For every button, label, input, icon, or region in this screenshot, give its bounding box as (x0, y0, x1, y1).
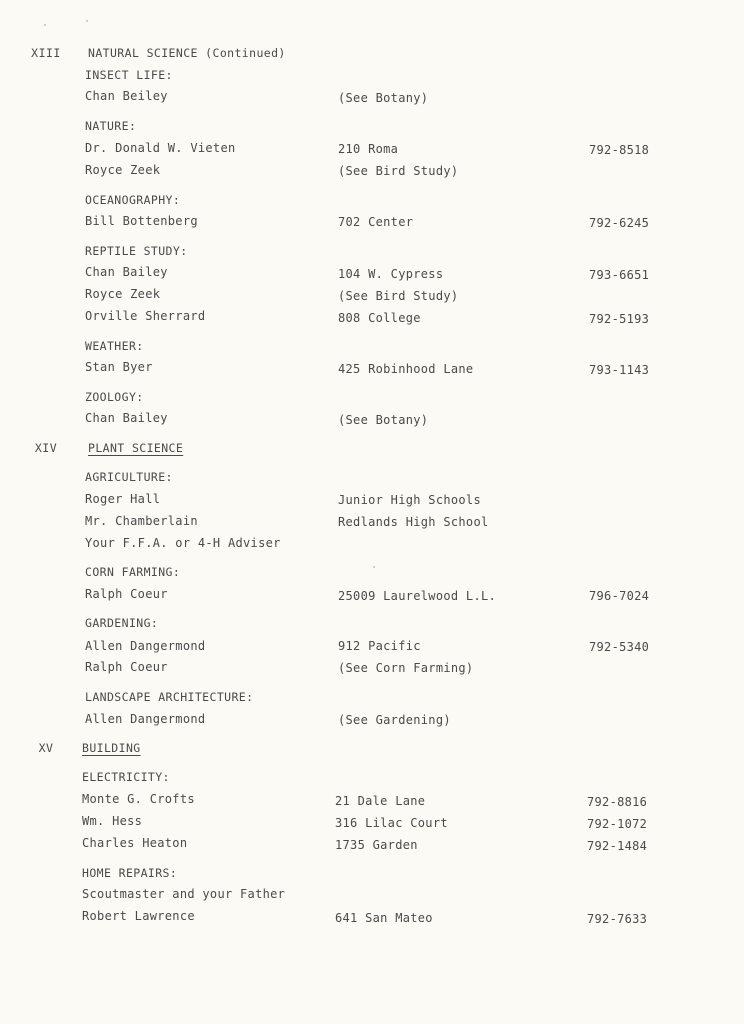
entry-address: 808 College (338, 311, 421, 325)
entry-address: 25009 Laurelwood L.L. (338, 589, 497, 603)
section-title: BUILDING (82, 741, 141, 755)
entry-name: Allen Dangermond (85, 712, 206, 726)
entry-address: (See Bird Study) (338, 164, 459, 178)
entry-address: 21 Dale Lane (335, 794, 426, 808)
entry-phone: 792-5340 (589, 640, 650, 654)
entry-address: (See Botany) (338, 91, 429, 105)
entry-name: Charles Heaton (82, 836, 188, 850)
entry-address: 912 Pacific (338, 639, 421, 653)
entry-address: Redlands High School (338, 515, 489, 529)
entry-name: Ralph Coeur (85, 587, 168, 601)
topic-heading: REPTILE STUDY: (85, 244, 188, 258)
entry-name: Chan Bailey (85, 411, 168, 425)
entry-name: Allen Dangermond (85, 639, 206, 653)
topic-heading: NATURE: (85, 119, 137, 133)
entry-address: 316 Lilac Court (335, 816, 448, 830)
entry-address: 1735 Garden (335, 838, 418, 852)
entry-name: Mr. Chamberlain (85, 514, 198, 528)
entry-name: Orville Sherrard (85, 309, 206, 323)
entry-name: Scoutmaster and your Father (82, 887, 286, 901)
entry-phone: 793-6651 (589, 268, 650, 282)
entry-name: Chan Beiley (85, 89, 168, 103)
topic-heading: ZOOLOGY: (85, 390, 144, 404)
topic-heading: GARDENING: (85, 616, 159, 630)
section-number: XIV (34, 441, 58, 455)
entry-name: Royce Zeek (85, 287, 161, 301)
section-number: XV (38, 741, 54, 755)
section-number: XIII (31, 46, 61, 60)
entry-phone: 792-1484 (587, 839, 648, 853)
section-title: NATURAL SCIENCE (Continued) (88, 46, 286, 60)
entry-phone: 796-7024 (589, 589, 650, 603)
entry-name: Robert Lawrence (82, 909, 195, 923)
topic-heading: AGRICULTURE: (85, 470, 173, 484)
entry-phone: 792-5193 (589, 312, 650, 326)
entry-phone: 792-7633 (587, 912, 648, 926)
paper-speck (86, 20, 88, 22)
entry-name: Dr. Donald W. Vieten (85, 141, 236, 155)
entry-address: 641 San Mateo (335, 911, 433, 925)
topic-heading: CORN FARMING: (85, 565, 181, 579)
topic-heading: LANDSCAPE ARCHITECTURE: (85, 690, 254, 704)
entry-phone: 792-8816 (587, 795, 648, 809)
entry-name: Monte G. Crofts (82, 792, 195, 806)
entry-address: 425 Robinhood Lane (338, 362, 474, 376)
topic-heading: WEATHER: (85, 339, 144, 353)
topic-heading: HOME REPAIRS: (82, 866, 178, 880)
entry-phone: 792-1072 (587, 817, 648, 831)
entry-name: Your F.F.A. or 4-H Adviser (85, 536, 281, 550)
entry-address: 210 Roma (338, 142, 399, 156)
topic-heading: OCEANOGRAPHY: (85, 193, 181, 207)
entry-name: Bill Bottenberg (85, 214, 198, 228)
entry-name: Stan Byer (85, 360, 153, 374)
paper-speck (373, 566, 375, 568)
entry-phone: 792-8518 (589, 143, 650, 157)
entry-phone: 793-1143 (589, 363, 650, 377)
entry-address: (See Bird Study) (338, 289, 459, 303)
entry-name: Royce Zeek (85, 163, 161, 177)
entry-address: (See Corn Farming) (338, 661, 474, 675)
paper-speck (44, 24, 46, 26)
entry-address: (See Gardening) (338, 713, 451, 727)
entry-address: (See Botany) (338, 413, 429, 427)
section-title: PLANT SCIENCE (88, 441, 184, 455)
entry-name: Roger Hall (85, 492, 161, 506)
entry-name: Wm. Hess (82, 814, 143, 828)
entry-address: 702 Center (338, 215, 414, 229)
entry-phone: 792-6245 (589, 216, 650, 230)
topic-heading: ELECTRICITY: (82, 770, 170, 784)
entry-address: Junior High Schools (338, 493, 481, 507)
topic-heading: INSECT LIFE: (85, 68, 173, 82)
entry-name: Ralph Coeur (85, 660, 168, 674)
entry-address: 104 W. Cypress (338, 267, 444, 281)
entry-name: Chan Bailey (85, 265, 168, 279)
